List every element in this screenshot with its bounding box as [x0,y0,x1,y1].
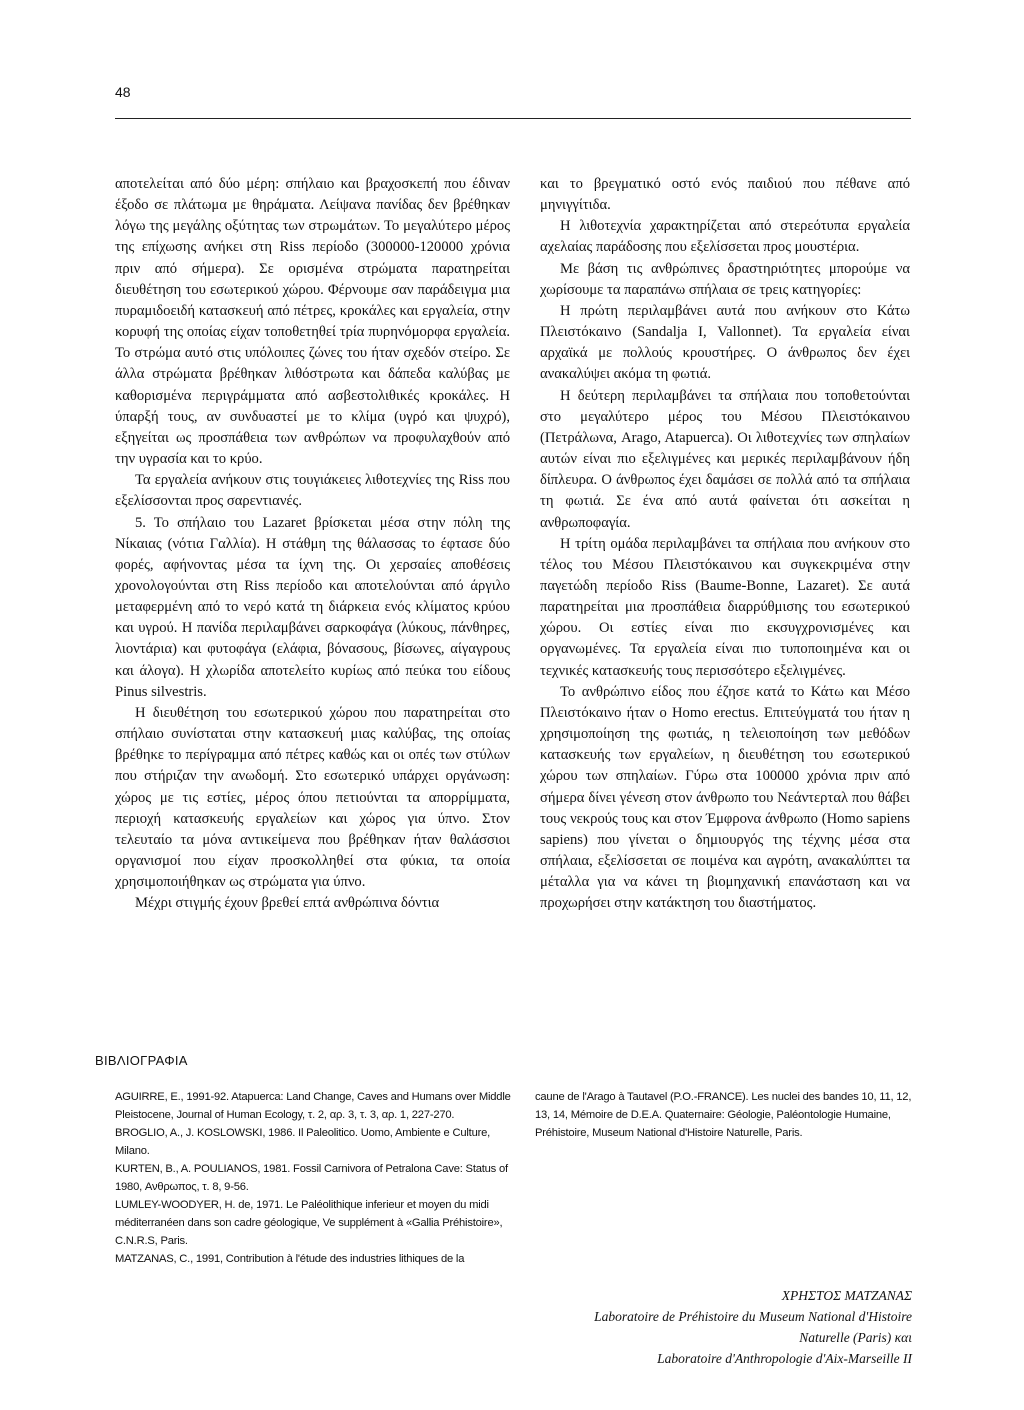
author-affiliation: Naturelle (Paris) και [799,1330,912,1345]
left-paragraph: Μέχρι στιγμής έχουν βρεθεί επτά ανθρώπινα δόντια [135,895,440,912]
page-number: 48 [115,84,131,100]
left-paragraph: 5. Το σπήλαιο του Lazaret βρίσκεται μέσα στην πόλη της Νίκαιας (νότια Γαλλία). Η στάθμη της θάλασσας το έφτασε δύο φορές, αφήνοντας μέσα τα ίχνη της. Οι χερσαίες αποθέσεις χρονολογούνται στη Riss περίοδο και αποτελούνται από άργιλο μεταφερμένη από το νερό κατά τη διάρκεια ενός κλίματος κρύου και υγρού. Η πανίδα περιλαμβάνει σαρκοφάγα (λύκους, πάνθηρες, λιοντάρια) και φυτοφάγα (ελάφια, βόνασους, βίσωνες, αίγαγρους και άλογα). Η χλωρίδα αποτελείτο κυρίως από πεύκα του είδους Pinus silvestris. [115,514,510,700]
bibliography-heading: ΒΙΒΛΙΟΓΡΑΦΙΑ [95,1053,188,1068]
author-signature [492,1285,912,1369]
bibliography-entry: LUMLEY-WOODYER, H. de, 1971. Le Paléolithique inferieur et moyen du midi méditerranéen dans son cadre géologique, Ve supplément à «Gallia Préhistoire», C.N.R.S, Paris. [115,1199,503,1247]
left-column [115,174,510,914]
bibliography-entry: BROGLIO, A., J. KOSLOWSKI, 1986. Il Paleolitico. Uomo, Ambiente e Culture, Milano. [115,1127,491,1157]
bibliography-entry: KURTEN, B., A. POULIANOS, 1981. Fossil Carnivora of Petralona Cave: Status of 1980, Ανθρωπος, τ. 8, 9-56. [115,1163,508,1193]
bibliography-entry: caune de l'Arago à Tautavel (P.O.-FRANCE). Les nuclei des bandes 10, 11, 12, 13, 14, Mémoire de D.E.A. Quaternaire: Géologie, Paléontologie Humaine, Préhistoire, Museum National d'Histoire Naturelle, Paris. [535,1091,912,1139]
bibliography-entry: MATZANAS, C., 1991, Contribution à l'étude des industries lithiques de la [115,1253,465,1265]
right-paragraph: Το ανθρώπινο είδος που έζησε κατά το Κάτω και Μέσο Πλειστόκαινο ήταν ο Homo erectus. Επιτεύγματά του ήταν η χρησιμοποίηση της φωτιάς, η τελειοποίηση των μεθόδων κατασκευής των εργαλείων, η διευθέτηση του εσωτερικού χώρου των σπηλαίων. Γύρω στα 100000 χρόνια πριν από σήμερα δίνει γένεση στον άνθρωπο του Νεάντερταλ που θάβει τους νεκρούς τους και στον Έμφρονα άνθρωπο (Homo sapiens sapiens) που γίνεται ο δημιουργός της τέχνης μέσα στα σπήλαια, εξελίσσεται σε ποιμένα και αγρότη, ανακαλύπτει τα μέταλλα για να κάνει τη βιομηχανική επανάσταση και να προχωρήσει στην κατάκτηση του διαστήματος. [540,683,910,912]
right-paragraph: Η τρίτη ομάδα περιλαμβάνει τα σπήλαια που ανήκουν στο τέλος του Μέσου Πλειστόκαινου και συγκεκριμένα στην παγετώδη περίοδο Riss (Baume-Bonne, Lazaret). Σε αυτά παρατηρείται μια προσπάθεια διαρρύθμισης του εσωτερικού χώρου. Οι εστίες είναι πιο εκσυγχρονισμένες και οργανωμένες. Τα εργαλεία είναι πιο τυποποιημένα και οι τεχνικές κατασκευής τους περισσότερο εξελιγμένες. [540,535,910,679]
right-column [540,174,910,914]
left-paragraph: Η διευθέτηση του εσωτερικού χώρου που παρατηρείται στο σπήλαιο συνίσταται στην κατασκευή μιας καλύβας, της οποίας βρέθηκε το περίγραμμα από πέτρες καθώς και οι οπές των στύλων που στήριζαν την ανωδομή. Στο εσωτερικό υπάρχει οργάνωση: χώρος με τις εστίες, μέρος όπου πετιούνται τα απορρίμματα, περιοχή κατασκευής εργαλείων και χώρος για ύπνο. Στον τελευταίο τα μόνα αντικείμενα που βρέθηκαν ήταν θαλάσσιοι οργανισμοί που είχαν προσκολληθεί στα φύκια, τα οποία χρησιμοποιήθηκαν ως στρώματα για ύπνο. [115,704,510,891]
right-paragraph: και το βρεγματικό οστό ενός παιδιού που πέθανε από μηνιγγίτιδα. [540,176,910,214]
author-name: ΧΡΗΣΤΟΣ ΜΑΤΖΑΝΑΣ [781,1288,912,1303]
bibliography-entry: AGUIRRE, E., 1991-92. Atapuerca: Land Change, Caves and Humans over Middle Pleistocene, Journal of Human Ecology, τ. 2, αρ. 3, τ. 3, αρ. 1, 227-270. [115,1091,511,1121]
right-paragraph: Η πρώτη περιλαμβάνει αυτά που ανήκουν στο Κάτω Πλειστόκαινο (Sandalja I, Vallonnet). Τα εργαλεία είναι αρχαϊκά με πολλούς κρουστήρες. Ο άνθρωπος δεν έχει ανακαλύψει ακόμα τη φωτιά. [540,302,910,383]
left-paragraph: αποτελείται από δύο μέρη: σπήλαιο και βραχοσκεπή που έδιναν έξοδο σε πλάτωμα με θηράματα. Λείψανα πανίδας δεν βρέθηκαν λόγω της μεγάλης οξύτητας των στρωμάτων. Το μεγαλύτερο μέρος της επίχωσης ανήκει στη Riss περίοδο (300000-120000 χρόνια πριν από σήμερα). Σε ορισμένα στρώματα παρατηρείται διευθέτηση του εσωτερικού χώρου. Φέρνουμε σαν παράδειγμα μια πυραμιδοειδή κατασκευή από πέτρες, κροκάλες και εργαλεία, στην κορυφή της οποίας είχαν τοποθετηθεί τρία πυρηνόμορφα εργαλεία. Το στρώμα αυτό στις υπόλοιπες ζώνες του ήταν σχεδόν στείρο. Σε άλλα στρώματα βρέθηκαν λιθόστρωτα και δάπεδα καλύβας με καθορισμένα περιγράμματα από ασβεστολιθικές κροκάλες. Η ύπαρξή τους, αν συνδυαστεί με το κλίμα (υγρό και ψυχρό), εξηγείται ως προσπάθεια των ανθρώπων να προφυλαχθούν από την υγρασία και το κρύο. [115,176,510,468]
bibliography-right [535,1088,915,1142]
bibliography-left [115,1088,515,1268]
right-paragraph: Με βάση τις ανθρώπινες δραστηριότητες μπορούμε να χωρίσουμε τα παραπάνω σπήλαια σε τρεις κατηγορίες: [540,260,910,298]
right-paragraph: Η δεύτερη περιλαμβάνει τα σπήλαια που τοποθετούνται στο μεγαλύτερο μέρος του Μέσου Πλειστόκαινου (Πετράλωνα, Arago, Atapuerca). Οι λιθοτεχνίες των σπηλαίων αυτών είναι πιο εξελιγμένες και μερικές περιλαμβάνουν ήδη δίπλευρα. Ο άνθρωπος έχει δαμάσει σε πολλά από τα σπήλαια τη φωτιά. Σε ένα από αυτά φαίνεται ότι ασκείται η ανθρωποφαγία. [540,387,910,531]
header-rule [115,118,911,119]
left-paragraph: Τα εργαλεία ανήκουν στις τουγιάκειες λιθοτεχνίες της Riss που εξελίσσονται προς σαρεντιανές. [115,472,510,510]
author-affiliation: Laboratoire d'Anthropologie d'Aix-Marseille II [657,1351,912,1366]
right-paragraph: Η λιθοτεχνία χαρακτηρίζεται από στερεότυπα εργαλεία αχελαίας παράδοσης που εξελίσσεται προς μουστέρια. [540,218,910,256]
author-affiliation: Laboratoire de Préhistoire du Museum National d'Histoire [594,1309,912,1324]
